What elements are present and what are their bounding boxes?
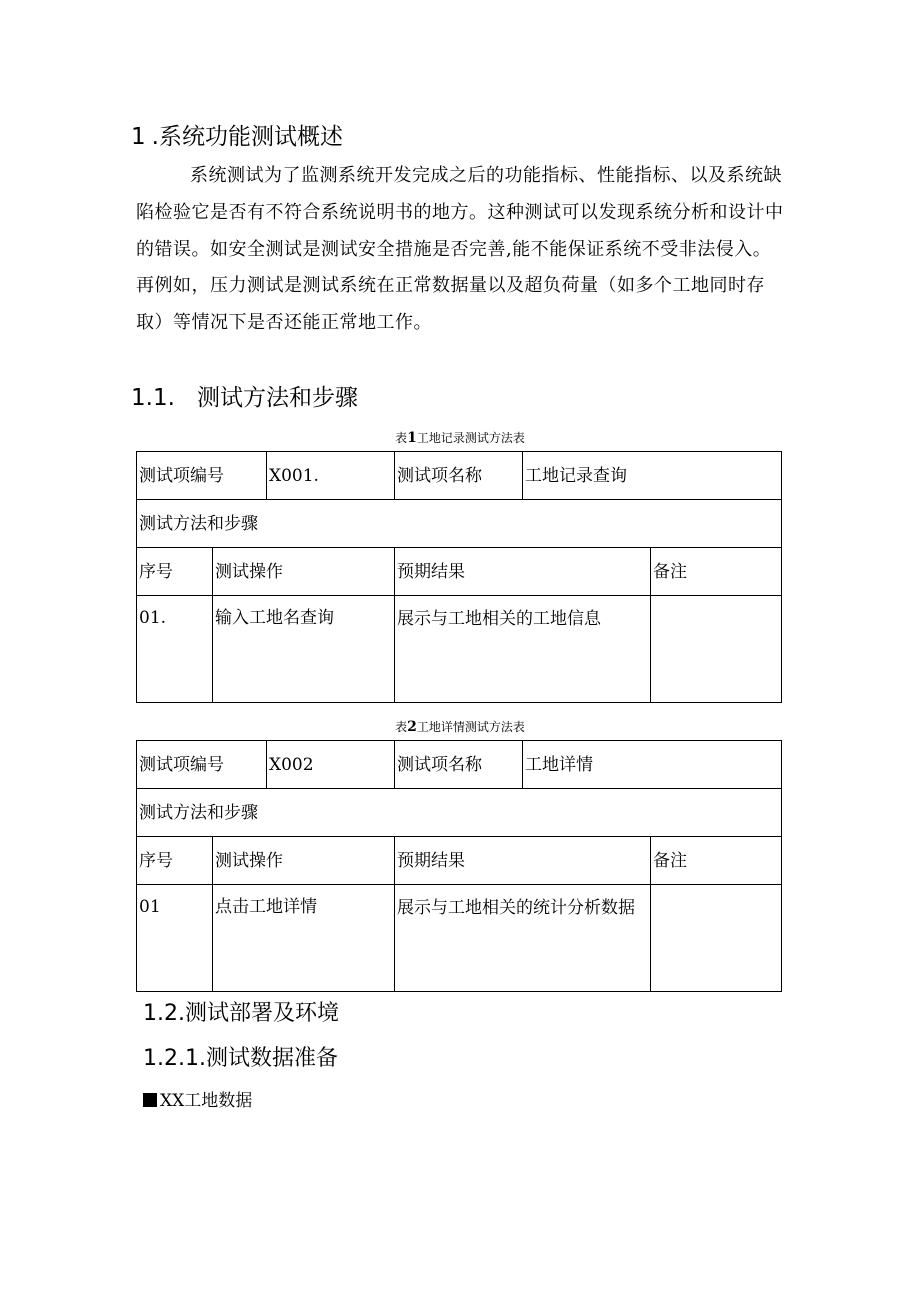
test-method-table-1 bbox=[136, 451, 782, 703]
header-operation: 测试操作 bbox=[213, 548, 395, 596]
bullet-item bbox=[143, 1086, 252, 1111]
header-seq: 序号 bbox=[137, 548, 213, 596]
row-expected: 展示与工地相关的统计分析数据 bbox=[397, 898, 635, 918]
section-1-1-heading bbox=[131, 379, 358, 412]
table-2-caption bbox=[0, 718, 920, 735]
caption-number: 1 bbox=[407, 430, 417, 446]
id-label: 测试项编号 bbox=[137, 741, 267, 789]
id-label: 测试项编号 bbox=[137, 452, 267, 500]
name-label: 测试项名称 bbox=[395, 741, 523, 789]
row-expected: 展示与工地相关的工地信息 bbox=[397, 609, 601, 629]
row-note bbox=[651, 885, 782, 992]
id-value: X001. bbox=[267, 452, 395, 500]
header-note: 备注 bbox=[651, 548, 782, 596]
table-row bbox=[137, 885, 782, 992]
header-expected: 预期结果 bbox=[395, 548, 651, 596]
method-label: 测试方法和步骤 bbox=[137, 500, 782, 548]
table-row bbox=[137, 548, 782, 596]
name-value: 工地记录查询 bbox=[523, 452, 782, 500]
name-label: 测试项名称 bbox=[395, 452, 523, 500]
section-1-title: .系统功能测试概述 bbox=[151, 124, 343, 150]
table-row bbox=[137, 789, 782, 837]
header-seq: 序号 bbox=[137, 837, 213, 885]
name-value: 工地详情 bbox=[523, 741, 782, 789]
table-row bbox=[137, 837, 782, 885]
section-1-1-title: 测试方法和步骤 bbox=[197, 385, 358, 411]
table-row bbox=[137, 452, 782, 500]
table-1-caption bbox=[0, 429, 920, 446]
row-seq: 01 bbox=[137, 885, 213, 992]
row-expected-cell bbox=[395, 596, 651, 703]
row-operation: 输入工地名查询 bbox=[213, 596, 395, 703]
square-bullet-icon bbox=[143, 1093, 157, 1107]
row-expected-cell bbox=[395, 885, 651, 992]
section-1-2-heading: 1.2.测试部署及环境 bbox=[143, 1001, 339, 1026]
row-note bbox=[651, 596, 782, 703]
caption-number: 2 bbox=[407, 719, 417, 735]
test-method-table-2 bbox=[136, 740, 782, 992]
table-row bbox=[137, 741, 782, 789]
id-value: X002 bbox=[267, 741, 395, 789]
header-operation: 测试操作 bbox=[213, 837, 395, 885]
section-1-1-number: 1.1. bbox=[131, 385, 175, 411]
bullet-text: XX工地数据 bbox=[160, 1091, 253, 1111]
caption-text: 工地详情测试方法表 bbox=[416, 720, 525, 734]
row-seq: 01. bbox=[137, 596, 213, 703]
header-expected: 预期结果 bbox=[395, 837, 651, 885]
section-1-2-1-heading: 1.2.1.测试数据准备 bbox=[143, 1046, 338, 1071]
table-row bbox=[137, 500, 782, 548]
header-note: 备注 bbox=[651, 837, 782, 885]
method-label: 测试方法和步骤 bbox=[137, 789, 782, 837]
section-1-number: 1 bbox=[131, 124, 146, 150]
table-row bbox=[137, 596, 782, 703]
section-1-heading bbox=[131, 118, 343, 151]
row-operation: 点击工地详情 bbox=[213, 885, 395, 992]
section-1-paragraph: 系统测试为了监测系统开发完成之后的功能指标、性能指标、以及系统缺陷检验它是否有不符合系统说明书的地方。这种测试可以发现系统分析和设计中的错误。如安全测试是测试安全措施是否完善,能不能保证系统不受非法侵入。再例如，压力测试是测试系统在正常数据量以及超负荷量（如多个工地同时存取）等情况下是否还能正常地工作。 bbox=[136, 165, 784, 334]
caption-prefix: 表 bbox=[395, 431, 408, 445]
caption-prefix: 表 bbox=[395, 720, 408, 734]
caption-text: 工地记录测试方法表 bbox=[416, 431, 525, 445]
